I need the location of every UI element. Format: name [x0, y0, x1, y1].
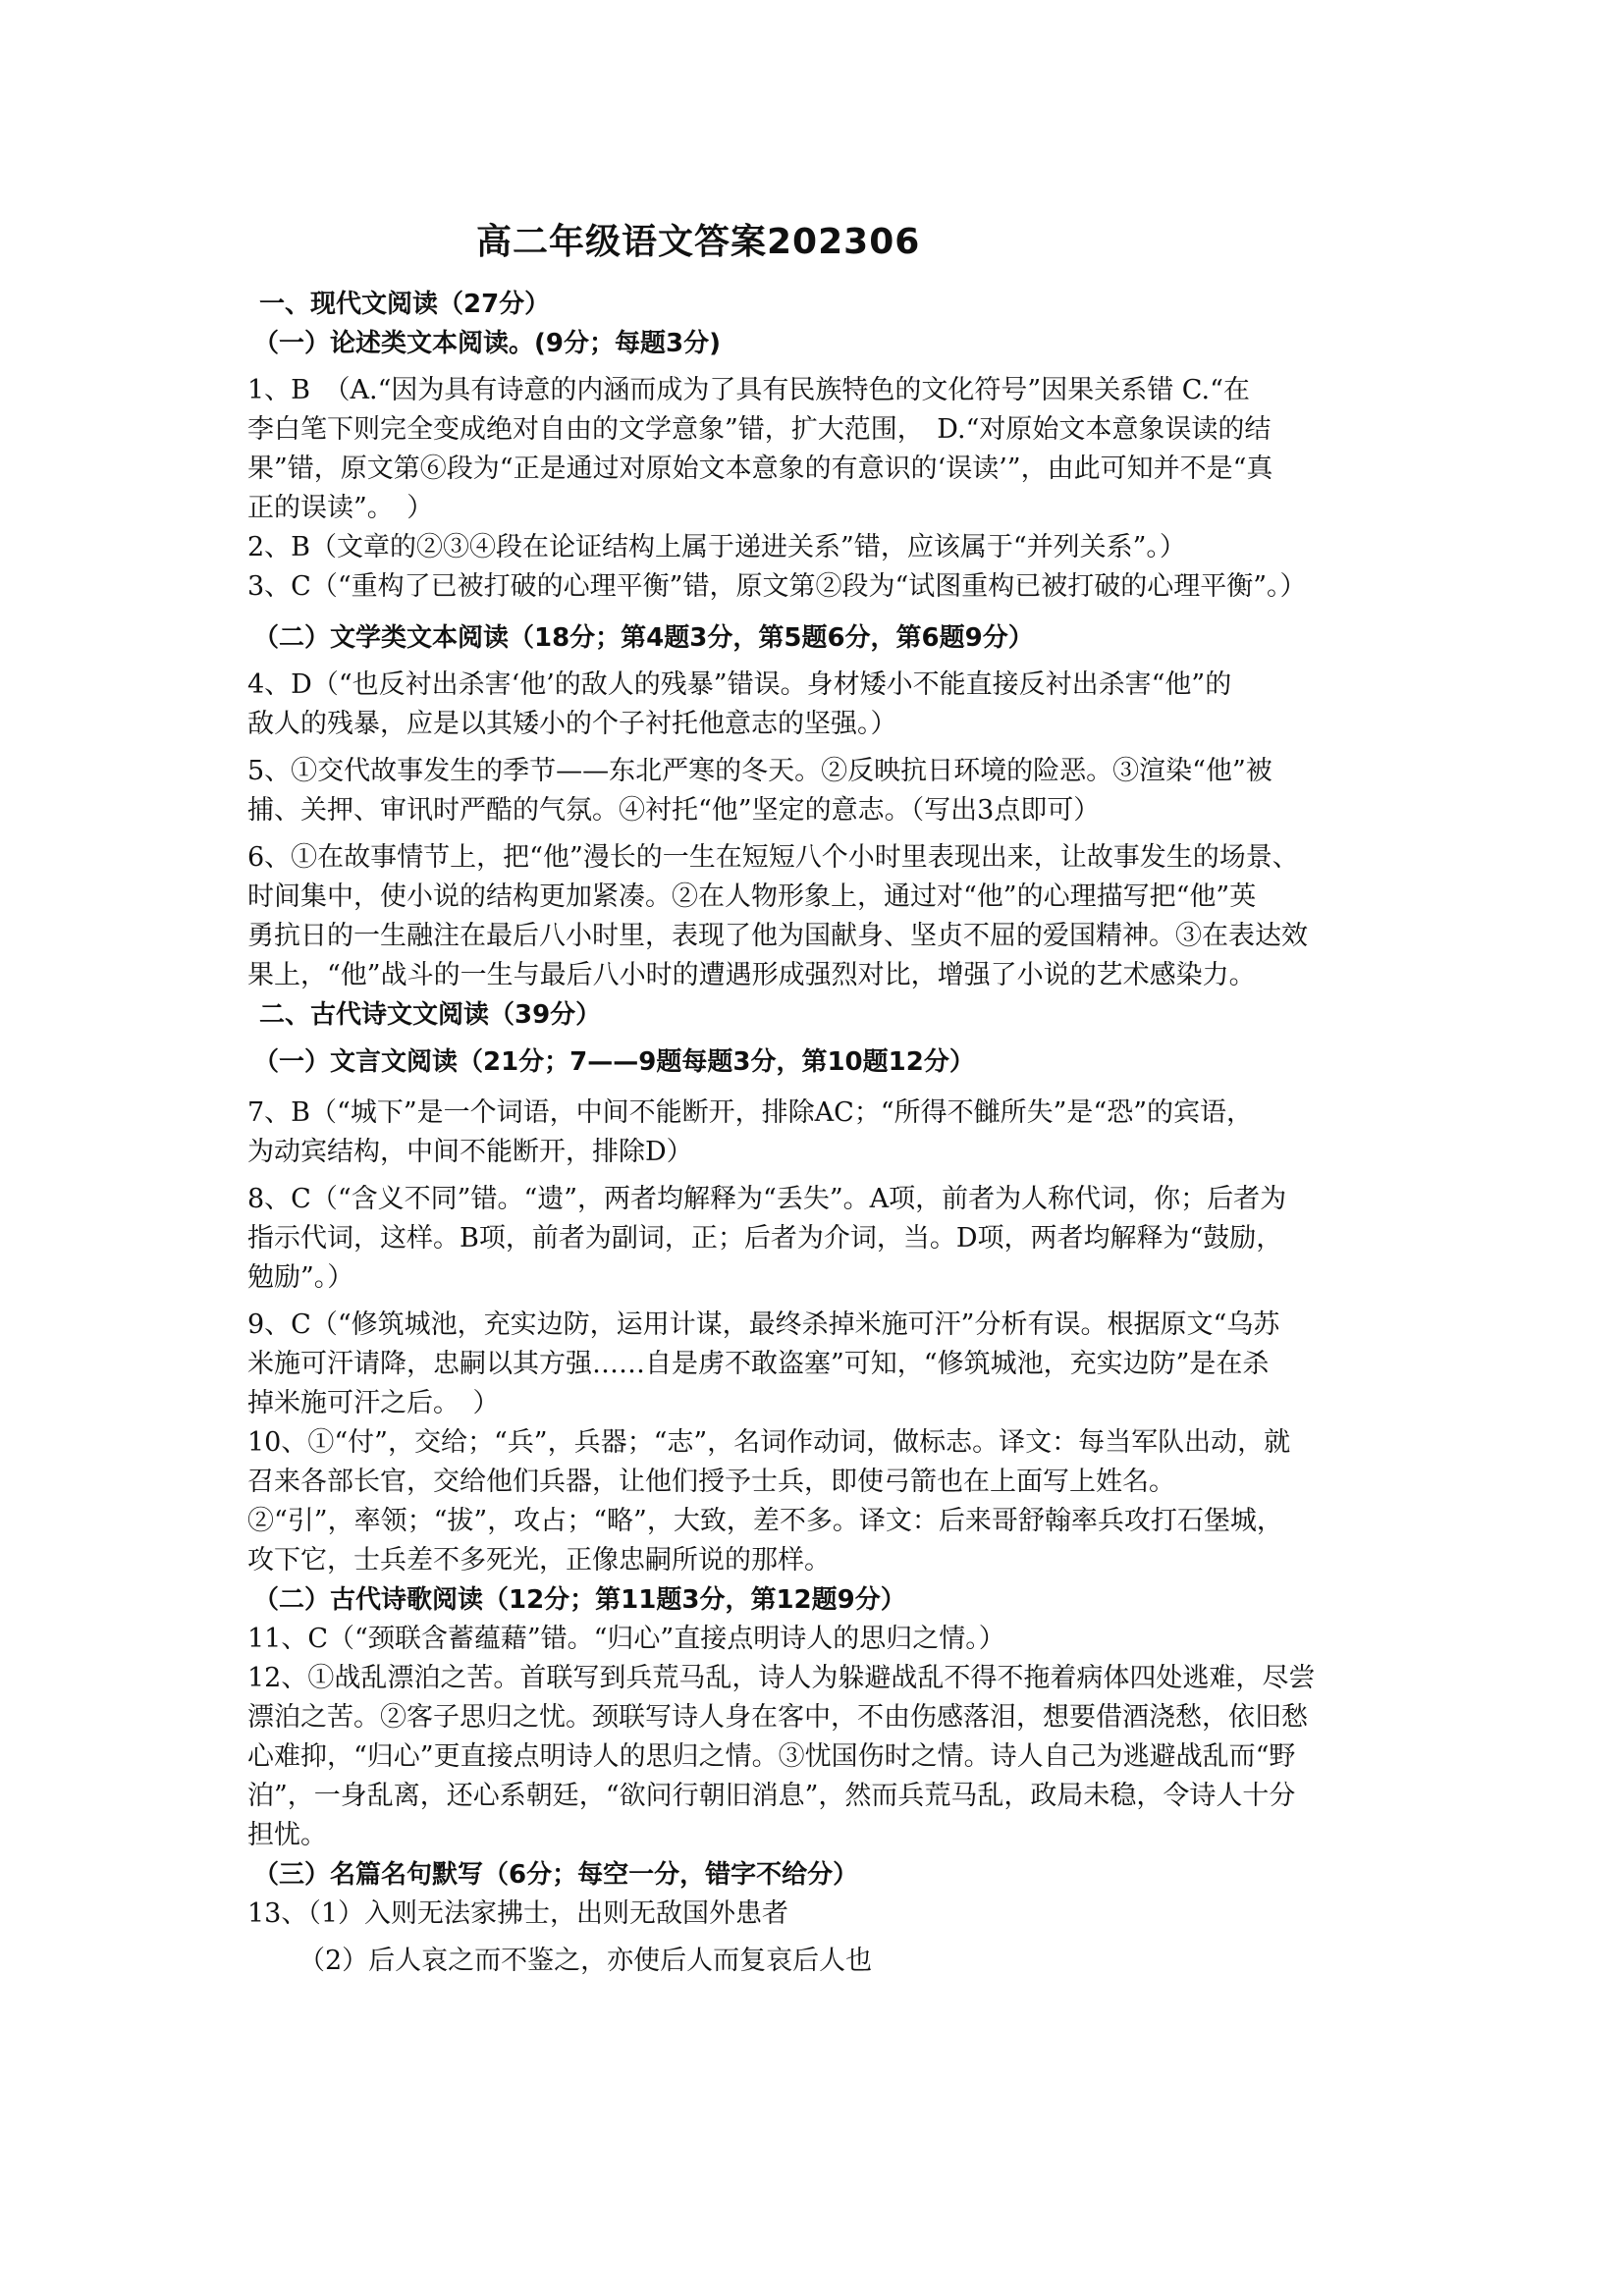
answer-line: 6、①在故事情节上，把“他”漫长的一生在短短八个小时里表现出来，让故事发生的场景、: [247, 842, 1299, 873]
answer-line: 9、C（“修筑城池，充实边防，运用计谋，最终杀掉米施可汗”分析有误。根据原文“乌苏: [247, 1309, 1280, 1340]
answer-line: 13、（1）入则无法家拂士，出则无敌国外患者: [247, 1898, 789, 1929]
answer-line: 担忧。: [247, 1820, 327, 1850]
answer-line: 召来各部长官，交给他们兵器，让他们授予士兵，即使弓箭也在上面写上姓名。: [247, 1467, 1175, 1497]
answer-line: 11、C（“颈联含蓄蕴藉”错。“归心”直接点明诗人的思归之情。）: [247, 1624, 1005, 1654]
answer-line: 10、①“付”，交给；“兵”，兵器；“志”，名词作动词，做标志。译文：每当军队出动，就: [247, 1427, 1291, 1458]
answer-line: 果上，“他”战斗的一生与最后八小时的遭遇形成强烈对比，增强了小说的艺术感染力。: [247, 960, 1256, 990]
subsection-heading-poetry: （二）古代诗歌阅读（12分；第11题3分，第12题9分）: [253, 1585, 906, 1615]
subsection-heading-argumentative: （一）论述类文本阅读。(9分；每题3分): [253, 329, 721, 358]
answer-line: 攻下它，士兵差不多死光，正像忠嗣所说的那样。: [247, 1545, 831, 1575]
answer-line: （2）后人哀之而不鉴之，亦使后人而复哀后人也: [298, 1946, 873, 1976]
answer-q3: [247, 567, 1386, 607]
subsection-heading-classical-prose: （一）文言文阅读（21分；7——9题每题3分，第10题12分）: [253, 1047, 975, 1077]
answer-line: 7、B（“城下”是一个词语，中间不能断开，排除AC；“所得不雠所失”是“恐”的宾语，: [247, 1097, 1253, 1128]
answer-line: 李白笔下则完全变成绝对自由的文学意象”错，扩大范围， D.“对原始文本意象误读的结: [247, 414, 1272, 445]
answer-line: 3、C（“重构了已被打破的心理平衡”错，原文第②段为“试图重构已被打破的心理平衡”。）: [247, 571, 1307, 602]
answer-line: 正的误读”。 ）: [247, 493, 434, 523]
page-title: 高二年级语文答案202306: [476, 222, 921, 262]
answer-line: 4、D（“也反衬出杀害‘他’的敌人的残暴”错误。身材矮小不能直接反衬出杀害“他”的: [247, 669, 1232, 700]
answer-content: [247, 285, 1386, 1981]
answer-line: 勇抗日的一生融注在最后八小时里，表现了他为国献身、坚贞不屈的爱国精神。③在表达效: [247, 921, 1308, 951]
subsection-heading-dictation: （三）名篇名句默写（6分；每空一分，错字不给分）: [253, 1860, 859, 1890]
answer-line: 泊”，一身乱离，还心系朝廷，“欲问行朝旧消息”，然而兵荒马乱，政局未稳，令诗人十分: [247, 1781, 1296, 1811]
answer-q12: [247, 1659, 1386, 1855]
answer-q2: [247, 528, 1386, 567]
answer-line: 5、①交代故事发生的季节——东北严寒的冬天。②反映抗日环境的险恶。③渲染“他”被: [247, 756, 1272, 786]
answer-line: ②“引”，率领；“拔”，攻占；“略”，大致，差不多。译文：后来哥舒翰率兵攻打石堡城，: [247, 1506, 1283, 1536]
answer-line: 勉励”。）: [247, 1262, 354, 1293]
answer-line: 敌人的残暴，应是以其矮小的个子衬托他意志的坚强。）: [247, 709, 897, 739]
answer-line: 为动宾结构，中间不能断开，排除D）: [247, 1137, 693, 1167]
section-heading-modern-reading: 一、现代文阅读（27分）: [259, 290, 551, 319]
answer-line: 2、B（文章的②③④段在论证结构上属于递进关系”错，应该属于“并列关系”。）: [247, 532, 1186, 562]
answer-line: 果”错，原文第⑥段为“正是通过对原始文本意象的有意识的‘误读’”，由此可知并不是“真: [247, 454, 1273, 484]
answer-line: 8、C（“含义不同”错。“遗”，两者均解释为“丢失”。A项，前者为人称代词，你；后者为: [247, 1184, 1287, 1214]
answer-line: 12、①战乱漂泊之苦。首联写到兵荒马乱，诗人为躲避战乱不得不拖着病体四处逃难，尽尝: [247, 1663, 1316, 1693]
answer-line: 漂泊之苦。②客子思归之忧。颈联写诗人身在客中，不由伤感落泪，想要借酒浇愁，依旧愁: [247, 1702, 1308, 1733]
answer-q8: [247, 1180, 1386, 1298]
answer-q9: [247, 1306, 1386, 1423]
answer-q5: [247, 752, 1386, 830]
answer-line: 时间集中，使小说的结构更加紧凑。②在人物形象上，通过对“他”的心理描写把“他”英: [247, 881, 1257, 912]
answer-q4: [247, 666, 1386, 744]
answer-q11: [247, 1620, 1386, 1659]
section-heading-classical-reading: 二、古代诗文文阅读（39分）: [259, 1000, 602, 1030]
answer-line: 心难抑，“归心”更直接点明诗人的思归之情。③忧国伤时之情。诗人自己为逃避战乱而“野: [247, 1741, 1296, 1772]
answer-line: 捕、关押、审讯时严酷的气氛。④衬托“他”坚定的意志。（写出3点即可）: [247, 795, 1101, 826]
answer-line: 1、B （A.“因为具有诗意的内涵而成为了具有民族特色的文化符号”因果关系错 C.“在: [247, 375, 1250, 405]
answer-q10: [247, 1423, 1386, 1580]
answer-q6: [247, 838, 1386, 995]
answer-q13: [247, 1895, 1386, 1981]
answer-q7: [247, 1094, 1386, 1172]
answer-line: 掉米施可汗之后。 ）: [247, 1388, 500, 1418]
answer-line: 米施可汗请降，忠嗣以其方强……自是虏不敢盗塞”可知，“修筑城池，充实边防”是在杀: [247, 1349, 1270, 1379]
answer-q1: [247, 371, 1386, 528]
subsection-heading-literary: （二）文学类文本阅读（18分；第4题3分，第5题6分，第6题9分）: [253, 623, 1034, 653]
answer-line: 指示代词，这样。B项，前者为副词，正；后者为介词，当。D项，两者均解释为“鼓励，: [247, 1223, 1283, 1254]
